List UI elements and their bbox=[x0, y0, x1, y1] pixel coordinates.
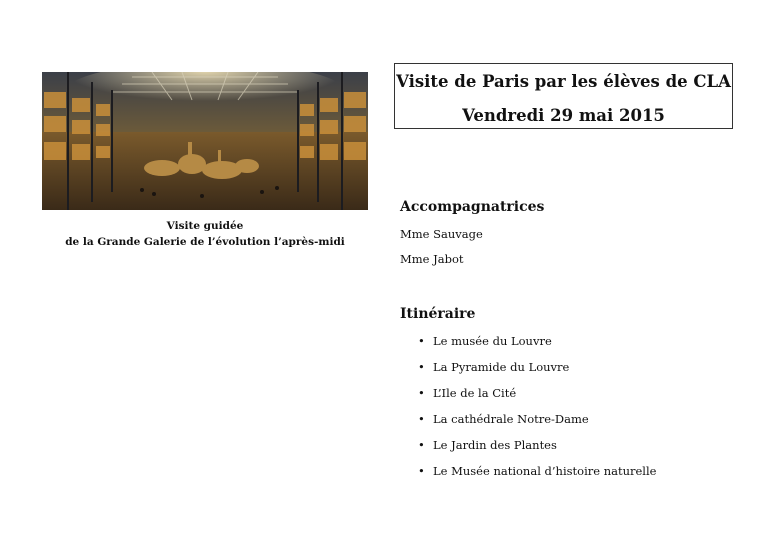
itineraire-item-label: L’Ile de la Cité bbox=[433, 386, 517, 400]
gallery-photo bbox=[42, 72, 368, 210]
title-line-2: Vendredi 29 mai 2015 bbox=[462, 106, 665, 125]
accompagnatrice-name: Mme Jabot bbox=[400, 252, 464, 266]
caption-line-1: Visite guidée bbox=[166, 220, 244, 232]
accompagnatrices-heading: Accompagnatrices bbox=[400, 199, 545, 215]
bullet-icon: • bbox=[418, 360, 425, 374]
itineraire-item-label: Le Jardin des Plantes bbox=[433, 438, 557, 452]
caption-line-2: de la Grande Galerie de l’évolution l’après-midi bbox=[65, 236, 345, 248]
bullet-icon: • bbox=[418, 438, 425, 452]
bullet-icon: • bbox=[418, 412, 425, 426]
itineraire-heading: Itinéraire bbox=[400, 306, 476, 322]
title-line-1: Visite de Paris par les élèves de CLA bbox=[396, 72, 731, 91]
itineraire-item-label: Le musée du Louvre bbox=[433, 334, 552, 348]
photo-caption bbox=[42, 218, 368, 250]
gallery-photo-image bbox=[42, 72, 368, 210]
itineraire-item-label: La cathédrale Notre-Dame bbox=[433, 412, 589, 426]
accompagnatrice-name: Mme Sauvage bbox=[400, 227, 483, 241]
title-box bbox=[394, 63, 733, 129]
itineraire-item-label: La Pyramide du Louvre bbox=[433, 360, 570, 374]
itineraire-item-label: Le Musée national d’histoire naturelle bbox=[433, 464, 657, 478]
bullet-icon: • bbox=[418, 334, 425, 348]
bullet-icon: • bbox=[418, 464, 425, 478]
bullet-icon: • bbox=[418, 386, 425, 400]
